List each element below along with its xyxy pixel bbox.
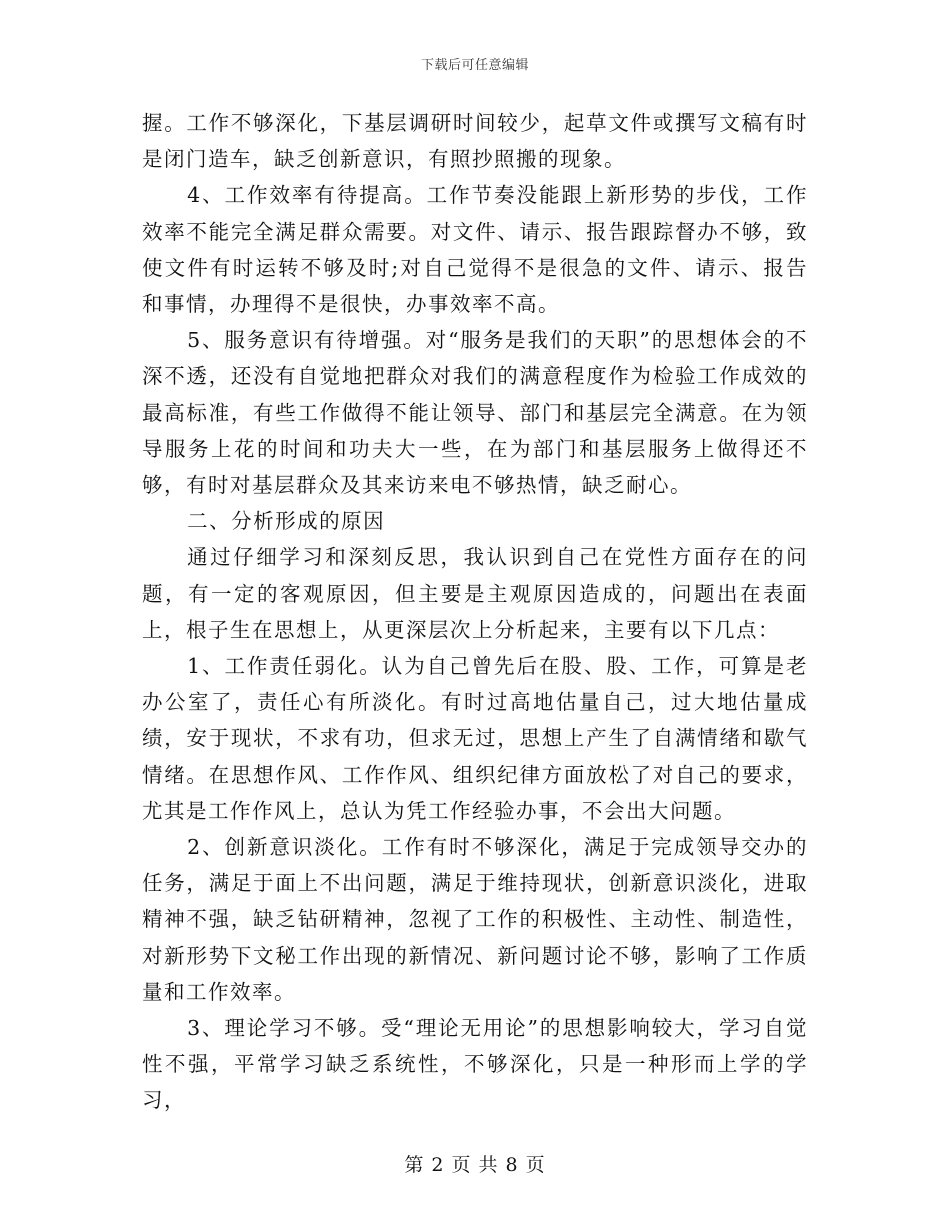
paragraph-cause-2: 2、创新意识淡化。工作有时不够深化，满足于完成领导交办的任务，满足于面上不出问题，满足于维持现状，创新意识淡化，进取精神不强，缺乏钻研精神，忽视了工作的积极性、主动性、制造性，对新形势下文秘工作出现的新情况、新问题讨论不够，影响了工作质量和工作效率。: [142, 835, 808, 1004]
document-body: [142, 105, 808, 1119]
page-header-note: 下载后可任意编辑: [420, 58, 529, 73]
paragraph-cause-1: 1、工作责任弱化。认为自己曾先后在股、股、工作，可算是老办公室了，责任心有所淡化。有时过高地估量自己，过大地估量成绩，安于现状，不求有功，但求无过，思想上产生了自满情绪和歇气情绪。在思想作风、工作作风、组织纪律方面放松了对自己的要求，尤其是工作作风上，总认为凭工作经验办事，不会出大问题。: [142, 654, 808, 823]
paragraph-item-5: 5、服务意识有待增强。对“服务是我们的天职”的思想体会的不深不透，还没有自觉地把群众对我们的满意程度作为检验工作成效的最高标准，有些工作做得不能让领导、部门和基层完全满意。在为领导服务上花的时间和功夫大一些，在为部门和基层服务上做得还不够，有时对基层群众及其来访来电不够热情，缺乏耐心。: [142, 328, 808, 498]
section-heading-causes: 二、分析形成的原因: [187, 509, 386, 534]
paragraph-continuation: 握。工作不够深化，下基层调研时间较少，起草文件或撰写文稿有时是闭门造车，缺乏创新意识，有照抄照搬的现象。: [142, 111, 808, 172]
paragraph-cause-3: 3、理论学习不够。受“理论无用论”的思想影响较大，学习自觉性不强，平常学习缺乏系统性，不够深化，只是一种形而上学的学习，: [142, 1016, 808, 1113]
page-number: 第 2 页 共 8 页: [404, 1154, 546, 1176]
paragraph-intro-causes: 通过仔细学习和深刻反思，我认识到自己在党性方面存在的问题，有一定的客观原因，但主要是主观原因造成的，问题出在表面上，根子生在思想上，从更深层次上分析起来，主要有以下几点：: [142, 545, 808, 642]
paragraph-item-4: 4、工作效率有待提高。工作节奏没能跟上新形势的步伐，工作效率不能完全满足群众需要。对文件、请示、报告跟踪督办不够，致使文件有时运转不够及时;对自己觉得不是很急的文件、请示、报告和事情，办理得不是很快，办事效率不高。: [142, 183, 808, 317]
